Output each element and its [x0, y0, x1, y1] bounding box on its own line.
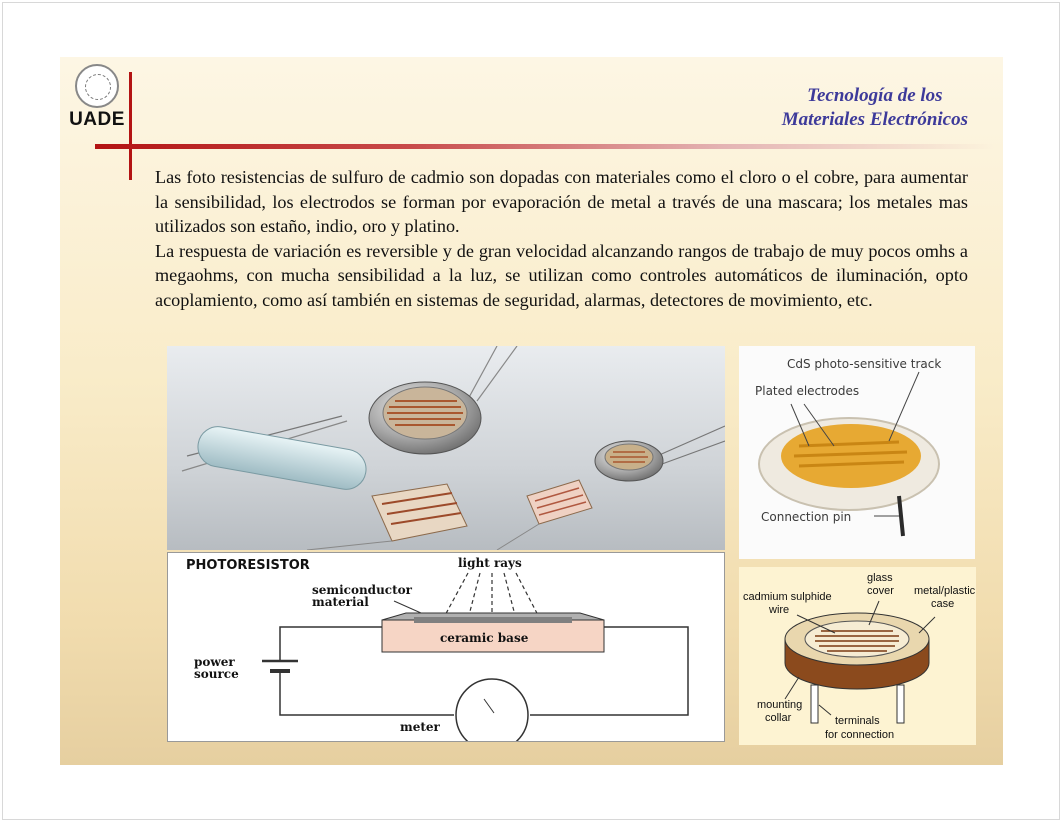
- uade-logo: [68, 64, 126, 130]
- paragraph-cds-doping: Las foto resistencias de sulfuro de cadmio son dopadas con materiales como el cloro o el cobre, para aumentar la sensibilidad, los electrodos se forman por evaporación de metal a través de una mascara; los metales mas utilizados son estaño, indio, oro y platino.: [155, 167, 968, 237]
- cadmium-wire-label-1: cadmium sulphide: [743, 591, 832, 603]
- glass-cover-label-2: cover: [867, 585, 894, 597]
- mounting-collar-label-2: collar: [765, 712, 792, 724]
- semiconductor-label-1: semiconductor: [312, 583, 412, 597]
- connection-pin-label: Connection pin: [761, 510, 852, 524]
- body-text: [155, 165, 968, 313]
- header-vertical-rule: [129, 72, 132, 180]
- cds-track-diagram: [739, 346, 975, 559]
- light-rays-label: light rays: [458, 556, 522, 570]
- photoresistors-photo-illustration: [167, 346, 725, 550]
- meter-label: meter: [400, 720, 440, 734]
- ceramic-base-label: ceramic base: [440, 631, 529, 645]
- case-label-2: case: [931, 598, 955, 610]
- course-title-line-2: Materiales Electrónicos: [781, 109, 968, 130]
- course-title: [782, 84, 968, 132]
- power-source-label-2: source: [194, 667, 239, 681]
- terminals-label-1: terminals: [835, 715, 880, 727]
- header-horizontal-rule: [95, 144, 995, 149]
- university-seal-icon: [75, 64, 119, 108]
- terminals-label-2: for connection: [825, 729, 895, 741]
- photoresistor-circuit-illustration: [168, 553, 724, 741]
- plated-electrodes-label: Plated electrodes: [755, 384, 860, 398]
- cds-track-label: CdS photo-sensitive track: [787, 357, 942, 371]
- semiconductor-label-2: material: [312, 595, 369, 609]
- logo-text: UADE: [69, 109, 125, 130]
- photoresistors-photo: [167, 346, 725, 550]
- paragraph-response: La respuesta de variación es reversible y de gran velocidad alcanzando rangos de trabajo de muy pocos omhs a megaohms, con mucha sensibilidad a la luz, se utilizan como controles automáticos de iluminación, opto acoplamiento, como así también en sistemas de seguridad, alarmas, detectores de movimiento, etc.: [155, 240, 968, 310]
- photoresistor-title: PHOTORESISTOR: [186, 558, 310, 573]
- power-source-label-1: power: [194, 655, 235, 669]
- mounting-collar-label-1: mounting: [757, 699, 803, 711]
- ldr-structure-illustration: [739, 567, 976, 745]
- glass-cover-label-1: glass: [867, 572, 893, 584]
- case-label-1: metal/plastic: [914, 585, 976, 597]
- ldr-structure-diagram: [739, 567, 976, 745]
- cds-track-illustration: [739, 346, 975, 559]
- photoresistor-circuit-diagram: [167, 552, 725, 742]
- course-title-line-1: Tecnología de los: [807, 85, 943, 106]
- cadmium-wire-label-2: wire: [769, 604, 790, 616]
